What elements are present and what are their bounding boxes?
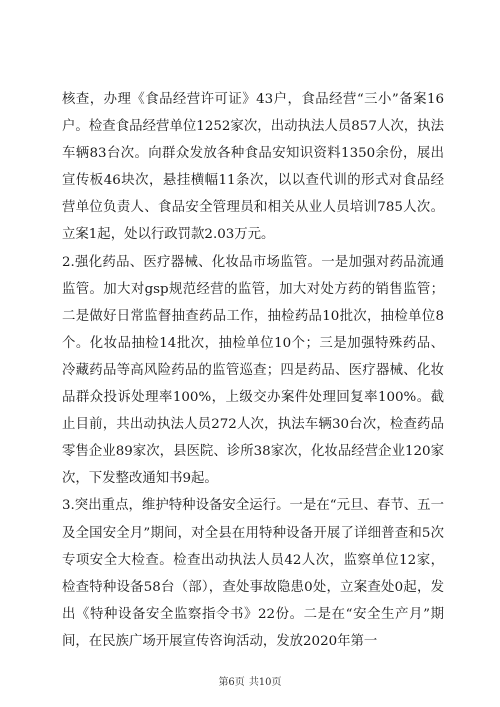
page-number: 第6页 — [218, 677, 245, 688]
page-total: 共10页 — [248, 677, 282, 688]
document-body — [62, 86, 444, 655]
paragraph-food-inspection: 核查，办理《食品经营许可证》43户，食品经营“三小”备案16户。检查食品经营单位1252家次，出动执法人员857人次，执法车辆83台次。向群众发放各种食品安知识资料1350余份，展出宣传板46块次，悬挂横幅11条次，以以查代训的形式对食品经营单位负责人、食品安全管理员和相关从业人员培训785人次。立案1起，处以行政罚款2.03万元。 — [62, 92, 444, 243]
paragraph-special-equipment: 3.突出重点，维护特种设备安全运行。一是在“元旦、春节、五一及全国安全月”期间，对全县在用特种设备开展了详细普查和5次专项安全大检查。检查出动执法人员42人次，监察单位12家，检查特种设备58台（部），查处事故隐患0处，立案查处0起，发出《特种设备安全监察指令书》22份。二是在“安全生产月”期间，在民族广场开展宣传咨询活动，发放2020年第一 — [62, 498, 444, 649]
paragraph-drug-supervision: 2.强化药品、医疗器械、化妆品市场监管。一是加强对药品流通监管。加大对gsp规范经营的监管，加大对处方药的销售监管；二是做好日常监督抽查药品工作，抽检药品10批次，抽检单位8个。化妆品抽检14批次，抽检单位10个；三是加强特殊药品、冷藏药品等高风险药品的监管巡查；四是药品、医疗器械、化妆品群众投诉处理率100%，上级交办案件处理回复率100%。截止目前，共出动执法人员272人次，执法车辆30台次，检查药品零售企业89家次，县医院、诊所38家次，化妆品经营企业120家次，下发整改通知书9起。 — [62, 254, 444, 487]
page-footer — [0, 676, 500, 690]
